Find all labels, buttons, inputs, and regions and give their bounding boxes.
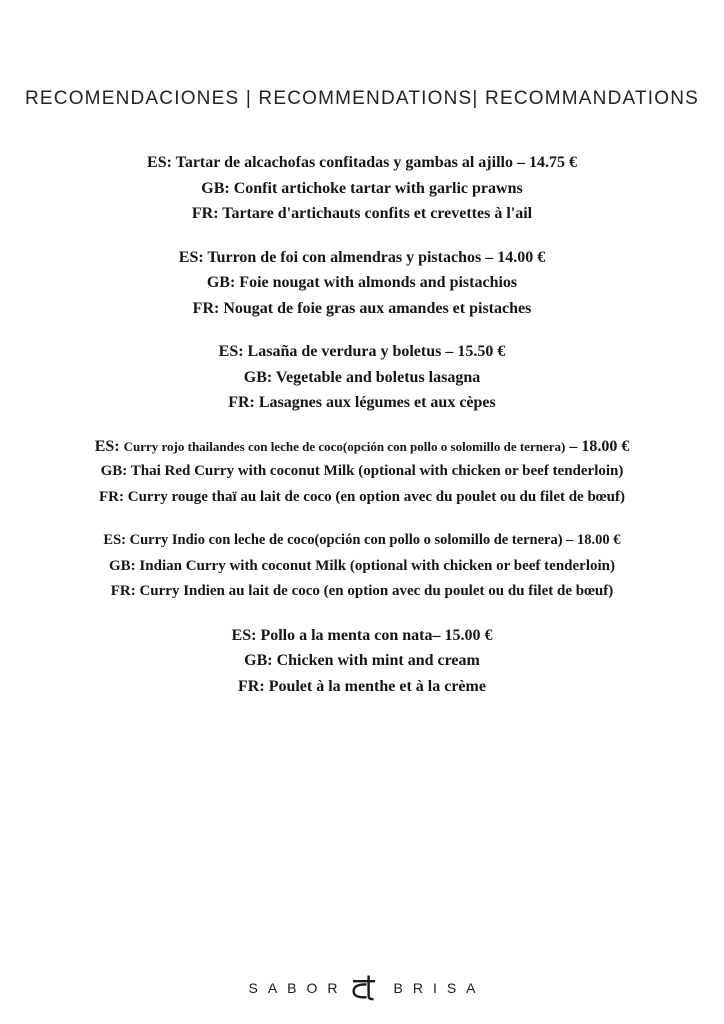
menu-item-line-fr: FR: Curry rouge thaï au lait de coco (en option avec du poulet ou du filet de bœuf) <box>99 488 625 505</box>
menu-item-line-gb: GB: Vegetable and boletus lasagna <box>243 368 481 386</box>
menu-item-indian-curry <box>95 528 630 605</box>
brand-logo <box>238 974 485 1002</box>
menu-item-line-es: ES: Curry Indio con leche de coco(opción con pollo o solomillo de ternera) – 18.00 € <box>103 532 621 548</box>
brand-word-sabor: SABOR <box>248 980 348 996</box>
et-ampersand-icon <box>350 974 376 1002</box>
menu-item-artichoke-tartar <box>95 150 630 227</box>
menu-item-line-fr: FR: Curry Indien au lait de coco (en option avec du poulet ou du filet de bœuf) <box>110 583 614 599</box>
menu-item-line-es: ES: Turron de foi con almendras y pistachos – 14.00 € <box>178 248 546 266</box>
menu-item-line-fr: FR: Nougat de foie gras aux amandes et pistaches <box>192 299 532 317</box>
menu-item-line-es: ES: Pollo a la menta con nata– 15.00 € <box>231 626 493 644</box>
menu-item-line-es: ES: Tartar de alcachofas confitadas y gambas al ajillo – 14.75 € <box>147 154 577 171</box>
menu-item-thai-red-curry <box>95 434 630 511</box>
menu-item-line-gb: GB: Indian Curry with coconut Milk (optional with chicken or beef tenderloin) <box>109 557 615 574</box>
menu-item-line-gb: GB: Foie nougat with almonds and pistachios <box>206 274 518 291</box>
menu-item-line-gb: GB: Thai Red Curry with coconut Milk (optional with chicken or beef tenderloin) <box>100 463 624 479</box>
menu-item-line-fr: FR: Tartare d'artichauts confits et crevettes à l'ail <box>191 205 533 222</box>
menu-item-es-price: – 18.00 € <box>565 437 630 455</box>
menu-item-line-gb: GB: Confit artichoke tartar with garlic prawns <box>201 179 523 197</box>
menu-item-line-fr: FR: Poulet à la menthe et à la crème <box>238 677 486 695</box>
page-title: RECOMENDACIONES | RECOMMENDATIONS| RECOMMANDATIONS <box>24 88 700 109</box>
menu-item-vegetable-lasagna <box>95 339 630 416</box>
brand-word-brisa: BRISA <box>393 980 486 996</box>
menu-item-es-body: Curry rojo thailandes con leche de coco(opción con pollo o solomillo de ternera) <box>123 438 566 454</box>
menu-item-line-fr: FR: Lasagnes aux légumes et aux cèpes <box>228 394 496 411</box>
recommendations-list <box>95 150 630 717</box>
menu-item-foie-nougat <box>95 245 630 322</box>
menu-item-line-gb: GB: Chicken with mint and cream <box>244 652 480 669</box>
menu-item-line-es <box>95 434 630 460</box>
menu-item-mint-chicken <box>95 623 630 700</box>
et-ampersand <box>350 974 376 1002</box>
menu-item-es-prefix: ES: <box>94 437 124 455</box>
menu-item-line-es: ES: Lasaña de verdura y boletus – 15.50 € <box>218 343 506 360</box>
